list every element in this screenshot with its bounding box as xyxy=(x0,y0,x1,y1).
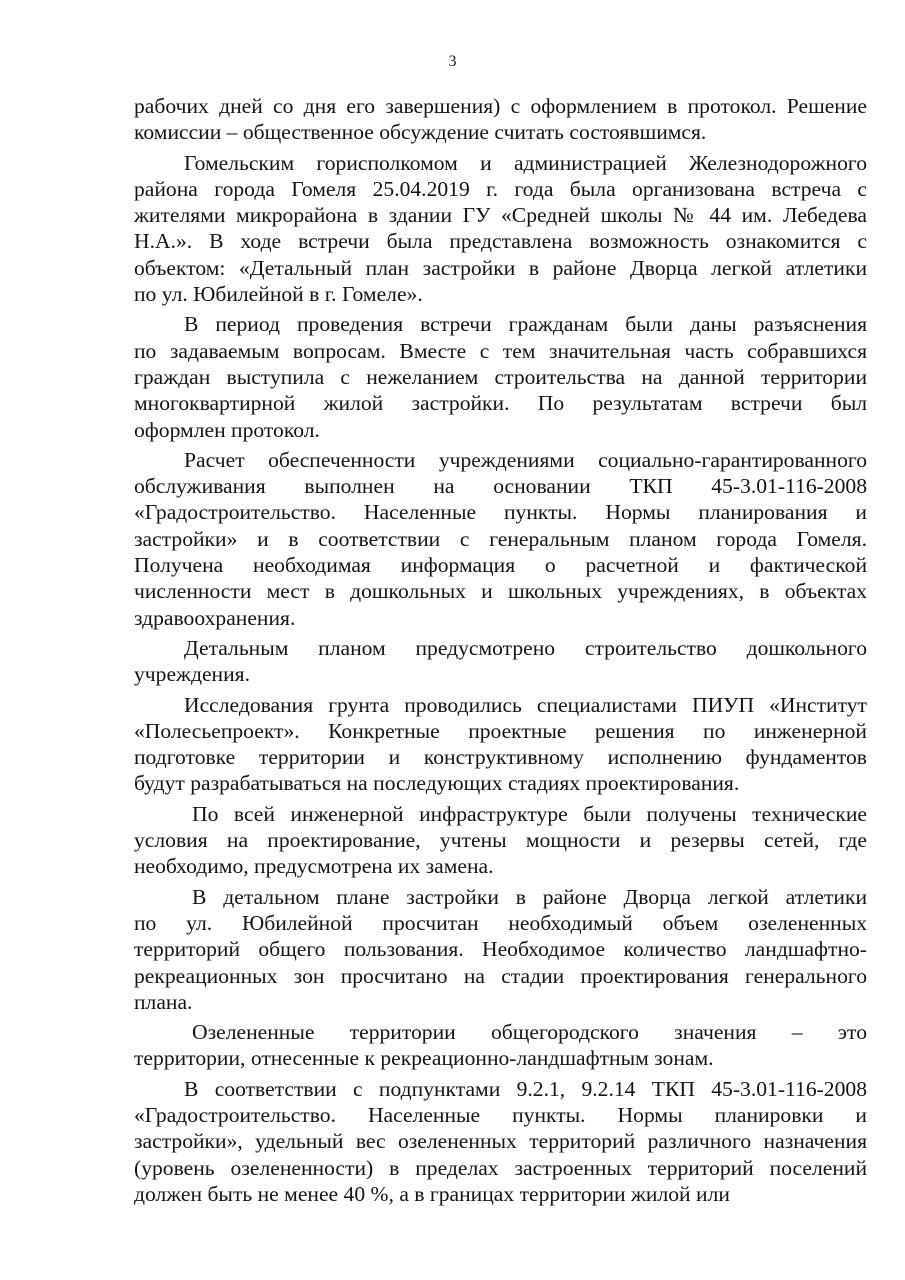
text-line: района города Гомеля 25.04.2019 г. года была организована встреча с xyxy=(134,176,867,201)
paragraph xyxy=(134,801,867,880)
page-number: 3 xyxy=(448,53,457,70)
text-line: комиссии – общественное обсуждение считать состоявшимся. xyxy=(134,120,707,145)
paragraph xyxy=(134,1076,867,1207)
paragraph xyxy=(134,635,867,688)
text-line: (уровень озелененности) в пределах застроенных территорий поселений xyxy=(134,1155,867,1180)
text-line: По всей инженерной инфраструктуре были получены технические xyxy=(192,801,867,826)
text-line: подготовке территории и конструктивному исполнению фундаментов xyxy=(134,745,867,770)
text-line: «Градостроительство. Населенные пункты. Нормы планировки и xyxy=(134,1102,867,1127)
paragraph xyxy=(134,692,867,797)
text-line: В соответствии с подпунктами 9.2.1, 9.2.14 ТКП 45-3.01-116-2008 xyxy=(184,1076,867,1101)
document-body xyxy=(134,93,867,1211)
text-line: по задаваемым вопросам. Вместе с тем значительная часть собравшихся xyxy=(134,338,867,363)
text-line: застройки» и в соответствии с генеральным планом города Гомеля. xyxy=(134,526,867,551)
text-line: по ул. Юбилейной просчитан необходимый объем озелененных xyxy=(134,910,867,935)
text-line: многоквартирной жилой застройки. По результатам встречи был xyxy=(134,391,867,416)
text-line: «Градостроительство. Населенные пункты. Нормы планирования и xyxy=(134,500,867,525)
text-line: по ул. Юбилейной в г. Гомеле». xyxy=(134,282,423,307)
text-line: Гомельским горисполкомом и администрацией Железнодорожного xyxy=(184,150,867,175)
text-line: плана. xyxy=(134,989,193,1014)
paragraph xyxy=(134,150,867,308)
text-line: «Полесьепроект». Конкретные проектные решения по инженерной xyxy=(134,718,867,743)
text-line: Исследования грунта проводились специалистами ПИУП «Институт xyxy=(184,692,867,717)
text-line: граждан выступила с нежеланием строительства на данной территории xyxy=(134,364,867,389)
text-line: территорий общего пользования. Необходимое количество ландшафтно- xyxy=(134,937,867,962)
text-line: здравоохранения. xyxy=(134,605,296,630)
text-line: Расчет обеспеченности учреждениями социально-гарантированного xyxy=(184,447,867,472)
paragraph xyxy=(134,311,867,442)
text-line: застройки», удельный вес озелененных территорий различного назначения xyxy=(134,1129,867,1154)
text-line: объектом: «Детальный план застройки в районе Дворца легкой атлетики xyxy=(134,255,867,280)
paragraph xyxy=(134,884,867,1015)
text-line: Получена необходимая информация о расчетной и фактической xyxy=(134,553,867,578)
paragraph xyxy=(134,447,867,631)
paragraph xyxy=(134,1019,867,1072)
text-line: численности мест в дошкольных и школьных учреждениях, в объектах xyxy=(134,579,867,604)
text-line: должен быть не менее 40 %, а в границах территории жилой или xyxy=(134,1181,730,1206)
text-line: обслуживания выполнен на основании ТКП 45-3.01-116-2008 xyxy=(134,474,867,499)
text-line: условия на проектирование, учтены мощности и резервы сетей, где xyxy=(134,828,867,853)
paragraph xyxy=(134,93,867,146)
text-line: территории, отнесенные к рекреационно-ландшафтным зонам. xyxy=(134,1046,714,1071)
text-line: В период проведения встречи гражданам были даны разъяснения xyxy=(184,312,867,337)
text-line: жителями микрорайона в здании ГУ «Средней школы № 44 им. Лебедева xyxy=(134,203,867,228)
text-line: рекреационных зон просчитано на стадии проектирования генерального xyxy=(134,963,867,988)
text-line: будут разрабатываться на последующих стадиях проектирования. xyxy=(134,771,740,796)
text-line: необходимо, предусмотрена их замена. xyxy=(134,854,494,879)
text-line: Озелененные территории общегородского значения – это xyxy=(192,1020,867,1045)
text-line: учреждения. xyxy=(134,662,250,687)
text-line: Детальным планом предусмотрено строительство дошкольного xyxy=(184,635,867,660)
text-line: Н.А.». В ходе встречи была представлена возможность ознакомится с xyxy=(134,229,867,254)
text-line: оформлен протокол. xyxy=(134,417,320,442)
text-line: рабочих дней со дня его завершения) с оформлением в протокол. Решение xyxy=(134,94,867,118)
text-line: В детальном плане застройки в районе Дворца легкой атлетики xyxy=(192,884,867,909)
